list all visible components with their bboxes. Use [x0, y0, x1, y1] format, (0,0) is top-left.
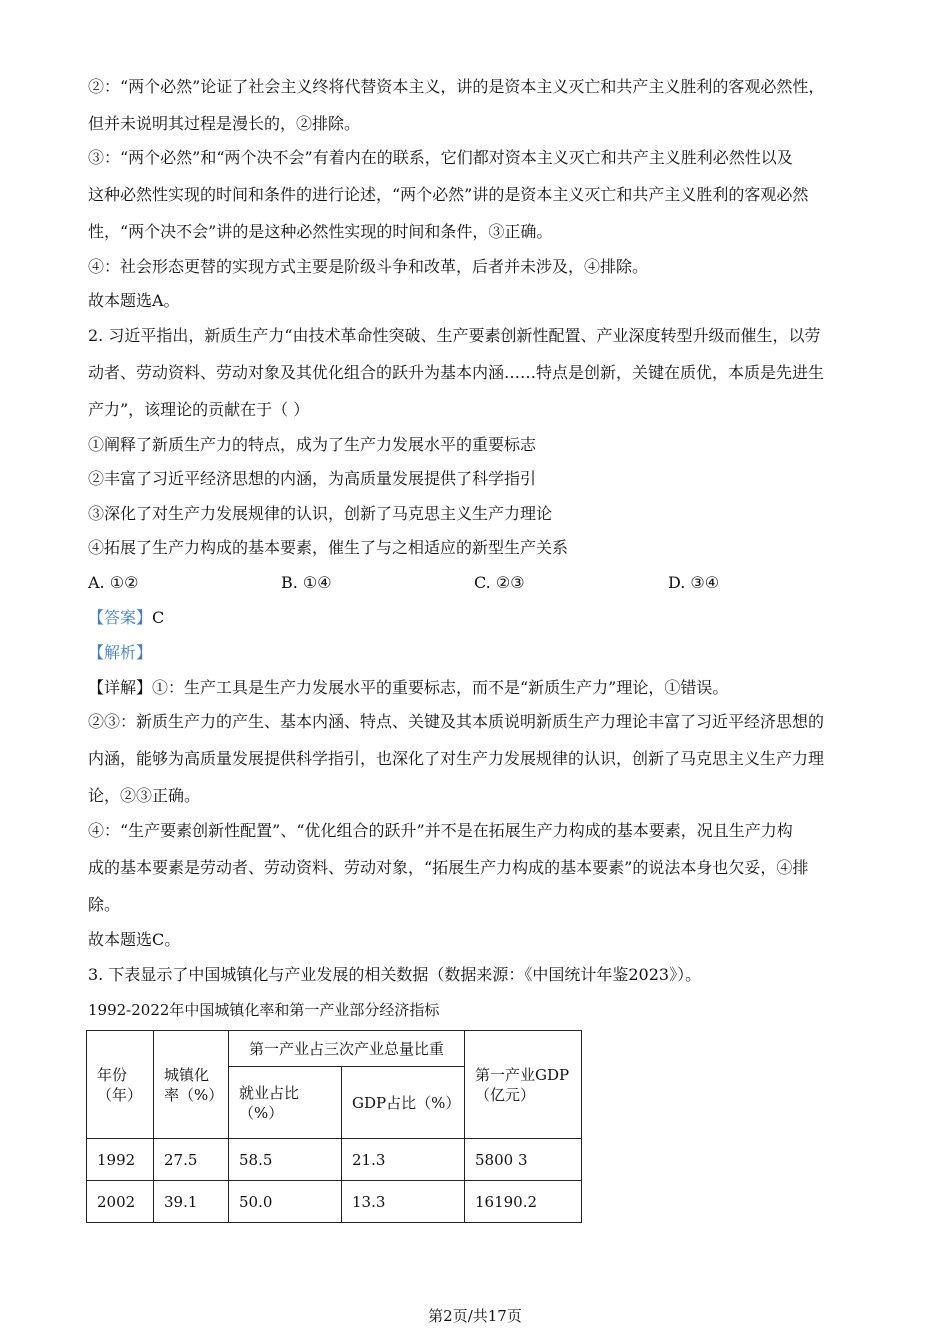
question-text: 产力”，该理论的贡献在于（ ）	[88, 400, 310, 419]
cell-employment-share: 58.5	[229, 1139, 342, 1181]
question-text: 动者、劳动资料、劳动对象及其优化组合的跃升为基本内涵……特点是创新，关键在质优，本质是先进生	[88, 363, 825, 382]
table-row	[87, 1139, 582, 1181]
text-line: ④：社会形态更替的实现方式主要是阶级斗争和改革，后者并未涉及，④排除。	[88, 257, 649, 276]
table-caption: 1992-2022年中国城镇化率和第一产业部分经济指标	[88, 1001, 440, 1019]
detail-line: ④：“生产要素创新性配置”、“优化组合的跃升”并不是在拓展生产力构成的基本要素，况且生产力构	[88, 821, 793, 840]
header-group: 第一产业占三次产业总量比重	[229, 1031, 465, 1067]
header-primary-gdp: 第一产业GDP（亿元）	[465, 1031, 582, 1139]
answer-value: C	[152, 608, 165, 627]
cell-gdp-share: 21.3	[342, 1139, 465, 1181]
analysis-line	[88, 642, 152, 664]
text-line: ②：“两个必然”论证了社会主义终将代替资本主义，讲的是资本主义灭亡和共产主义胜利的客观必然性，	[88, 77, 825, 96]
detail-line: 成的基本要素是劳动者、劳动资料、劳动对象，“拓展生产力构成的基本要素”的说法本身也欠妥，④排	[88, 858, 809, 877]
header-urbanization: 城镇化率（%）	[154, 1031, 229, 1139]
header-year: 年份（年）	[87, 1031, 154, 1139]
answer-line	[88, 607, 164, 629]
analysis-tag: 【解析】	[88, 643, 153, 662]
detail-line: 故本题选C。	[88, 930, 181, 949]
cell-gdp-share: 13.3	[342, 1181, 465, 1223]
cell-urbanization: 27.5	[154, 1139, 229, 1181]
option-a: A. ①②	[88, 573, 139, 592]
detail-line: 论，②③正确。	[88, 786, 201, 805]
header-employment-share: 就业占比（%）	[229, 1067, 342, 1139]
table-row	[87, 1181, 582, 1223]
question-3-text: 3. 下表显示了中国城镇化与产业发展的相关数据（数据来源：《中国统计年鉴2023》）。	[88, 965, 702, 984]
text-line: 故本题选A。	[88, 291, 180, 310]
cell-year: 1992	[87, 1139, 154, 1181]
cell-employment-share: 50.0	[229, 1181, 342, 1223]
text-line: 但并未说明其过程是漫长的，②排除。	[88, 114, 361, 133]
statement-1: ①阐释了新质生产力的特点，成为了生产力发展水平的重要标志	[88, 435, 537, 454]
text-line: 这种必然性实现的时间和条件的进行论述，“两个必然”讲的是资本主义灭亡和共产主义胜利的客观必然	[88, 185, 809, 204]
cell-year: 2002	[87, 1181, 154, 1223]
question-text: 2. 习近平指出，新质生产力“由技术革命性突破、生产要素创新性配置、产业深度转型升级而催生，以劳	[88, 326, 821, 345]
cell-urbanization: 39.1	[154, 1181, 229, 1223]
data-table	[86, 1030, 582, 1223]
detail-line: 内涵，能够为高质量发展提供科学指引，也深化了对生产力发展规律的认识，创新了马克思主义生产力理	[88, 749, 825, 768]
text-line: ③：“两个必然”和“两个决不会”有着内在的联系，它们都对资本主义灭亡和共产主义胜利必然性以及	[88, 148, 793, 167]
option-b: B. ①④	[281, 573, 332, 592]
statement-2: ②丰富了习近平经济思想的内涵，为高质量发展提供了科学指引	[88, 469, 537, 488]
cell-primary-gdp: 5800 3	[465, 1139, 582, 1181]
answer-tag: 【答案】	[88, 608, 153, 627]
detail-line: 【详解】①：生产工具是生产力发展水平的重要标志，而不是“新质生产力”理论，①错误。	[88, 678, 729, 697]
statement-3: ③深化了对生产力发展规律的认识，创新了马克思主义生产力理论	[88, 504, 553, 523]
option-c: C. ②③	[474, 573, 525, 592]
cell-primary-gdp: 16190.2	[465, 1181, 582, 1223]
detail-line: ②③：新质生产力的产生、基本内涵、特点、关键及其本质说明新质生产力理论丰富了习近平经济思想的	[88, 712, 825, 731]
header-gdp-share: GDP占比（%）	[342, 1067, 465, 1139]
text-line: 性，“两个决不会”讲的是这种必然性实现的时间和条件，③正确。	[88, 222, 553, 241]
detail-line: 除。	[88, 895, 121, 914]
statement-4: ④拓展了生产力构成的基本要素，催生了与之相适应的新型生产关系	[88, 538, 569, 557]
option-d: D. ③④	[668, 573, 720, 592]
page-footer: 第2页/共17页	[428, 1307, 522, 1325]
